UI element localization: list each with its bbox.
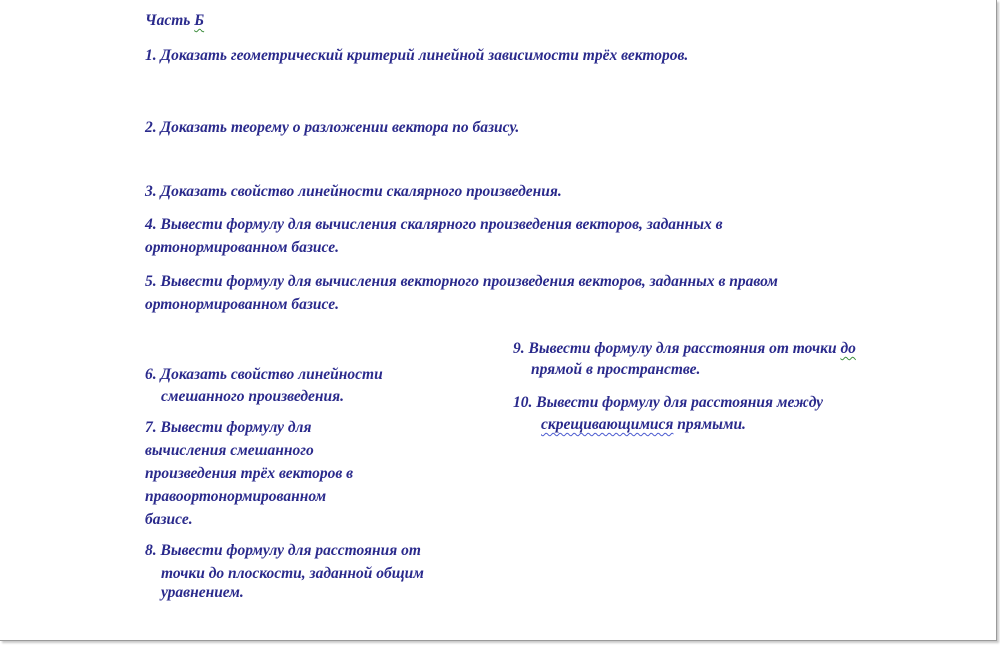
item-7-line-5: базисе. [145,511,193,528]
item-7-line-3: произведения трёх векторов в [145,465,354,482]
item-2: 2. Доказать теорему о разложении вектора по базису. [145,119,520,136]
item-8-line-3: уравнением. [161,584,244,601]
item-10-line-1: 10. Вывести формулу для расстояния между [513,394,824,411]
item-6-line-1: 6. Доказать свойство линейности [145,366,383,383]
item-5-line-2: ортонормированном базисе. [145,296,339,313]
item-10-line-2-text: прямыми. [673,416,746,433]
item-4-line-2: ортонормированном базисе. [145,239,339,256]
item-4-line-1: 4. Вывести формулу для вычисления скалярного произведения векторов, заданных в [145,216,723,233]
item-10-line-2 [541,413,746,436]
item-9-line-1-flagged-word: до [840,340,856,357]
item-8-line-1: 8. Вывести формулу для расстояния от [145,542,421,559]
item-9-line-2: прямой в пространстве. [531,361,701,378]
item-5-line-1: 5. Вывести формулу для вычисления векторного произведения векторов, заданных в правом [145,273,778,290]
heading-letter: Б [194,12,205,29]
heading-prefix: Часть [145,12,195,29]
section-heading [145,9,204,32]
item-6-line-2: смешанного произведения. [161,388,345,405]
item-8-line-2: точки до плоскости, заданной общим [161,565,424,582]
item-7-line-2: вычисления смешанного [145,442,314,459]
item-10-flagged-word: скрещивающимися [541,416,674,433]
item-3: 3. Доказать свойство линейности скалярного произведения. [145,183,562,200]
item-7-line-4: правоортонормированном [145,488,327,505]
item-9-line-1 [513,337,856,360]
item-1: 1. Доказать геометрический критерий линейной зависимости трёх векторов. [145,47,689,64]
item-7-line-1: 7. Вывести формулу для [145,419,312,436]
item-9-line-1-text: 9. Вывести формулу для расстояния от точки [513,340,841,357]
